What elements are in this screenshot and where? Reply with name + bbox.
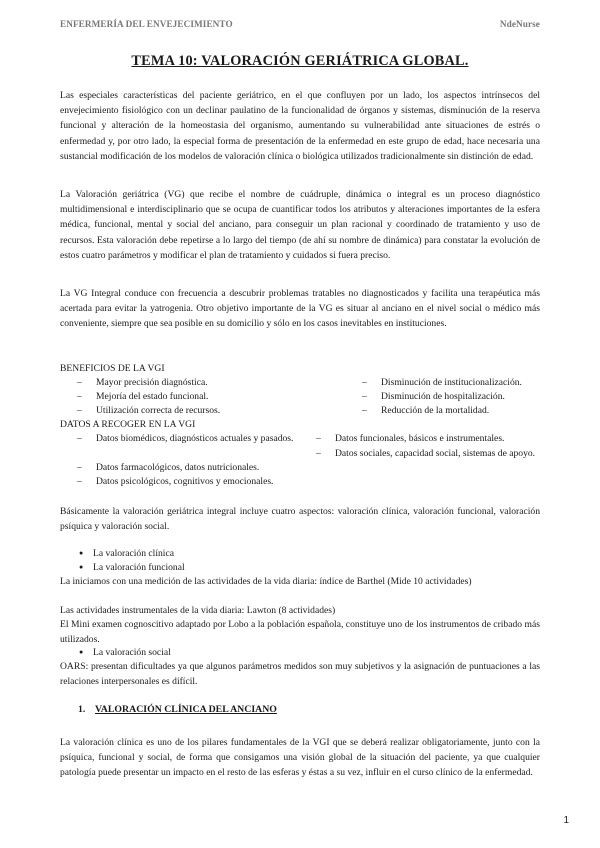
dash-marker: – <box>316 433 321 444</box>
clinical-assessment-paragraph: La valoración clínica es uno de los pilares fundamentales de la VGI que se deberá realizar obligatoriamente, junto con la psíquica, funcional y social, de forma que consigamos una visión global de la situación del paciente, ya que cualquier patología puede presentar un impacto en el resto de las esferas y éstas a su vez, influir en el curso clínico de la enfermedad. <box>60 737 540 779</box>
benefit-item: – Utilización correcta de recursos. <box>77 404 317 419</box>
dash-marker: – <box>77 462 82 473</box>
benefit-item: – Reducción de la mortalidad. <box>362 404 542 419</box>
data-item: – Datos farmacológicos, datos nutricionales. <box>77 461 317 476</box>
data-item: – Datos sociales, capacidad social, sistemas de apoyo. <box>316 447 542 462</box>
data-item: – Datos funcionales, básicos e instrumentales. <box>316 432 542 447</box>
dash-marker: – <box>77 405 82 416</box>
data-item: – Datos psicológicos, cognitivos y emocionales. <box>77 475 317 490</box>
header-course-title: ENFERMERÍA DEL ENVEJECIMIENTO <box>60 19 233 29</box>
page-title: TEMA 10: VALORACIÓN GERIÁTRICA GLOBAL. <box>131 53 469 69</box>
section-title: VALORACIÓN CLÍNICA DEL ANCIANO <box>95 704 277 715</box>
dash-marker: – <box>362 405 367 416</box>
bullet-item-functional: ● La valoración funcional <box>79 562 185 573</box>
dash-marker: – <box>362 391 367 402</box>
section-heading-clinical <box>78 704 277 715</box>
benefit-item: – Mejoría del estado funcional. <box>77 390 317 405</box>
benefits-label: BENEFICIOS DE LA VGI <box>60 363 165 374</box>
page-number: 1 <box>563 815 569 826</box>
running-header <box>60 19 540 29</box>
oars-line: OARS: presentan dificultades ya que algunos parámetros medidos son muy subjetivos y la asignación de puntuaciones a las relaciones interpersonales es difícil. <box>60 661 540 687</box>
dash-marker: – <box>77 476 82 487</box>
dash-marker: – <box>362 377 367 388</box>
dash-marker: – <box>77 391 82 402</box>
bullet-item-clinical: ● La valoración clínica <box>79 548 174 559</box>
bullet-marker: ● <box>79 563 84 571</box>
bullet-marker: ● <box>79 549 84 557</box>
vg-definition-paragraph: La Valoración geriátrica (VG) que recibe el nombre de cuádruple, dinámica o integral es un proceso diagnóstico multidimensional e interdisciplinario que se ocupa de cuantificar todos los atributos y alteraciones importantes de la esfera médica, funcional, mental y social del anciano, para conseguir un plan racional y coordinado de tratamiento y uso de recursos. Esta valoración debe repetirse a lo largo del tiempo (de ahí su nombre de dinámica) para constatar la evolución de estos cuatro parámetros y modificar el plan de tratamiento y cuidados si fuera preciso. <box>60 189 540 261</box>
lawton-line: Las actividades instrumentales de la vida diaria: Lawton (8 actividades) <box>60 605 336 616</box>
barthel-line: La iniciamos con una medición de las actividades de la vida diaria: índice de Barthel (Mide 10 actividades) <box>60 576 472 587</box>
benefit-item: – Disminución de institucionalización. <box>362 376 542 391</box>
vg-integral-paragraph: La VG Integral conduce con frecuencia a descubrir problemas tratables no diagnosticados y facilita una terapéutica más acertada para evitar la yatrogenia. Otro objetivo importante de la VG es situar al anciano en el nivel social o médico más conveniente, siempre que sea posible en su domicilio y sólo en los casos inevitables en instituciones. <box>60 288 540 330</box>
bullet-marker: ● <box>79 648 84 656</box>
dash-marker: – <box>77 377 82 388</box>
bullet-item-social: ● La valoración social <box>79 647 171 658</box>
data-item: – Datos biomédicos, diagnósticos actuales y pasados. <box>77 432 299 447</box>
summary-paragraph: Básicamente la valoración geriátrica integral incluye cuatro aspectos: valoración clínica, valoración funcional, valoración psíquica y valoración social. <box>60 506 540 533</box>
intro-paragraph: Las especiales características del paciente geriátrico, en el que confluyen por un lado, los aspectos intrínsecos del envejecimiento fisiológico con un declinar paulatino de la funcionalidad de órganos y sistemas, disminución de la reserva funcional y alteración de la homeostasia del organismo, aumentando su vulnerabilidad ante situaciones de estrés o enfermedad y, por otro lado, la especial forma de presentación de la enfermedad en este grupo de edad, hace necesaria una sustancial modificación de los modelos de valoración clínica o biológica utilizados tradicionalmente sin distinción de edad. <box>60 90 540 162</box>
benefit-item: – Mayor precisión diagnóstica. <box>77 376 317 391</box>
benefit-item: – Disminución de hospitalización. <box>362 390 542 405</box>
mini-exam-line: El Mini examen cognoscitivo adaptado por Lobo a la población española, constituye uno de los instrumentos de cribado más utilizados. <box>60 619 540 645</box>
dash-marker: – <box>316 448 321 459</box>
data-collect-label: DATOS A RECOGER EN LA VGI <box>60 419 196 430</box>
dash-marker: – <box>77 433 82 444</box>
header-author: NdeNurse <box>499 19 540 29</box>
section-number: 1. <box>78 704 86 715</box>
